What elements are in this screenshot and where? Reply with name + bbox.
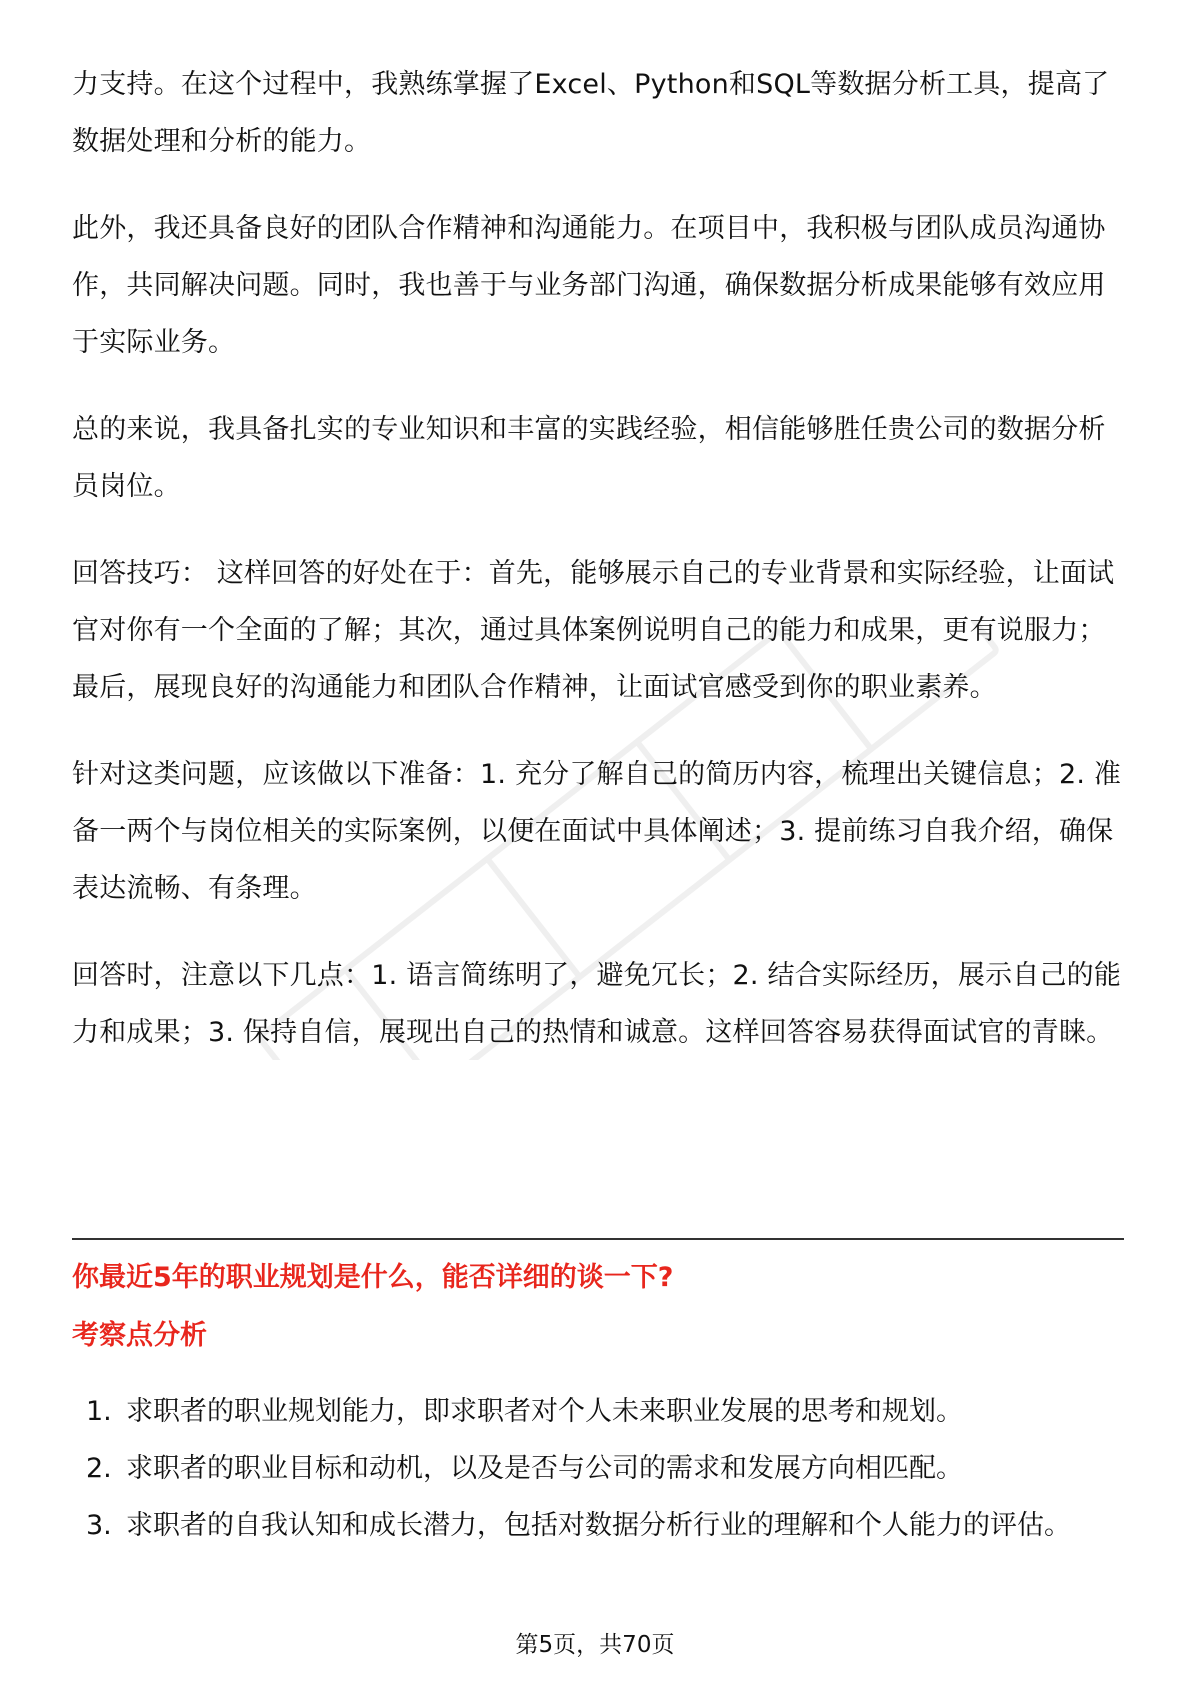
main-content bbox=[72, 56, 1124, 1061]
list-item bbox=[72, 1497, 1124, 1554]
question-heading: 你最近5年的职业规划是什么，能否详细的谈一下? bbox=[72, 1262, 674, 1293]
paragraph-answer-tips: 回答技巧： 这样回答的好处在于：首先，能够展示自己的专业背景和实际经验，让面试官对你有一个全面的了解；其次，通过具体案例说明自己的能力和成果，更有说服力；最后，展现良好的沟通能力和团队合作精神，让面试官感受到你的职业素养。 bbox=[72, 558, 1115, 703]
page-number: 第5页，共70页 bbox=[515, 1632, 675, 1658]
paragraph-preparation: 针对这类问题，应该做以下准备：1. 充分了解自己的简历内容，梳理出关键信息；2. 准备一两个与岗位相关的实际案例，以便在面试中具体阐述；3. 提前练习自我介绍，确保表达流畅、有条理。 bbox=[72, 759, 1122, 904]
paragraph-tools: 力支持。在这个过程中，我熟练掌握了Excel、Python和SQL等数据分析工具，提高了数据处理和分析的能力。 bbox=[72, 69, 1110, 157]
list-item-text: 求职者的自我认知和成长潜力，包括对数据分析行业的理解和个人能力的评估。 bbox=[126, 1510, 1071, 1541]
paragraph-summary: 总的来说，我具备扎实的专业知识和丰富的实践经验，相信能够胜任贵公司的数据分析员岗位。 bbox=[72, 414, 1106, 502]
analysis-subheading: 考察点分析 bbox=[72, 1320, 207, 1351]
list-item-number: 1. bbox=[86, 1396, 112, 1427]
section-divider bbox=[72, 1238, 1124, 1240]
list-item bbox=[72, 1440, 1124, 1497]
list-item-number: 2. bbox=[86, 1453, 112, 1484]
list-item bbox=[72, 1383, 1124, 1440]
analysis-points-list bbox=[72, 1383, 1124, 1554]
list-item-text: 求职者的职业目标和动机，以及是否与公司的需求和发展方向相匹配。 bbox=[126, 1453, 963, 1484]
paragraph-answer-notes: 回答时，注意以下几点：1. 语言简练明了，避免冗长；2. 结合实际经历，展示自己的能力和成果；3. 保持自信，展现出自己的热情和诚意。这样回答容易获得面试官的青睐。 bbox=[72, 960, 1122, 1048]
list-item-number: 3. bbox=[86, 1510, 112, 1541]
paragraph-teamwork: 此外，我还具备良好的团队合作精神和沟通能力。在项目中，我积极与团队成员沟通协作，共同解决问题。同时，我也善于与业务部门沟通，确保数据分析成果能够有效应用于实际业务。 bbox=[72, 213, 1106, 358]
list-item-text: 求职者的职业规划能力，即求职者对个人未来职业发展的思考和规划。 bbox=[126, 1396, 963, 1427]
